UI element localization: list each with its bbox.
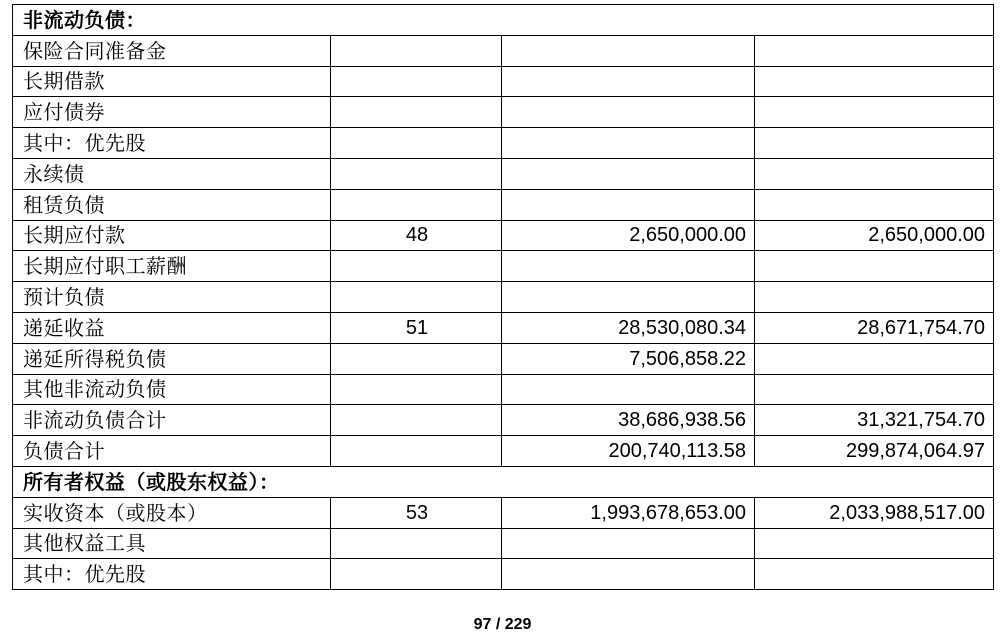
row-prior-value: 299,874,064.97 — [755, 436, 994, 467]
row-label: 其他权益工具 — [13, 528, 331, 559]
row-prior-value — [755, 189, 994, 220]
table-row — [13, 436, 994, 467]
row-label: 长期借款 — [13, 66, 331, 97]
row-current-value — [502, 97, 755, 128]
row-note — [331, 158, 502, 189]
row-note — [331, 559, 502, 590]
table-row — [13, 466, 994, 497]
table-row — [13, 97, 994, 128]
row-note — [331, 374, 502, 405]
table-row — [13, 66, 994, 97]
table-row — [13, 374, 994, 405]
row-current-value: 1,993,678,653.00 — [502, 497, 755, 528]
row-label: 永续债 — [13, 158, 331, 189]
page-indicator: 97 / 229 — [473, 616, 532, 633]
row-current-value — [502, 559, 755, 590]
row-current-value — [502, 35, 755, 66]
row-note: 48 — [331, 220, 502, 251]
row-current-value — [502, 528, 755, 559]
row-prior-value — [755, 343, 994, 374]
row-current-value: 38,686,938.56 — [502, 405, 755, 436]
row-label: 非流动负债： — [13, 5, 994, 36]
row-label: 预计负债 — [13, 282, 331, 313]
row-note — [331, 282, 502, 313]
table-row — [13, 5, 994, 36]
row-label: 递延所得税负债 — [13, 343, 331, 374]
row-note — [331, 66, 502, 97]
balance-sheet-table — [12, 4, 994, 590]
row-prior-value — [755, 374, 994, 405]
row-note — [331, 405, 502, 436]
row-label: 租赁负债 — [13, 189, 331, 220]
row-current-value — [502, 374, 755, 405]
row-current-value: 7,506,858.22 — [502, 343, 755, 374]
row-label: 保险合同准备金 — [13, 35, 331, 66]
table-row — [13, 282, 994, 313]
table-row — [13, 312, 994, 343]
row-current-value — [502, 158, 755, 189]
row-label: 非流动负债合计 — [13, 405, 331, 436]
row-note — [331, 343, 502, 374]
table-row — [13, 128, 994, 159]
row-note — [331, 35, 502, 66]
row-current-value — [502, 128, 755, 159]
row-current-value — [502, 189, 755, 220]
row-note — [331, 189, 502, 220]
row-label: 应付债券 — [13, 97, 331, 128]
row-prior-value: 2,650,000.00 — [755, 220, 994, 251]
row-note: 51 — [331, 312, 502, 343]
row-label: 负债合计 — [13, 436, 331, 467]
row-label: 长期应付款 — [13, 220, 331, 251]
table-row — [13, 189, 994, 220]
balance-sheet-body — [13, 5, 994, 590]
row-prior-value — [755, 66, 994, 97]
row-label: 长期应付职工薪酬 — [13, 251, 331, 282]
row-label: 所有者权益（或股东权益）： — [13, 466, 994, 497]
row-note — [331, 436, 502, 467]
row-note — [331, 97, 502, 128]
row-current-value — [502, 282, 755, 313]
row-current-value: 28,530,080.34 — [502, 312, 755, 343]
row-label: 递延收益 — [13, 312, 331, 343]
row-prior-value — [755, 128, 994, 159]
row-current-value: 200,740,113.58 — [502, 436, 755, 467]
table-row — [13, 343, 994, 374]
row-prior-value — [755, 559, 994, 590]
row-note — [331, 251, 502, 282]
row-prior-value — [755, 282, 994, 313]
row-prior-value — [755, 97, 994, 128]
table-row — [13, 497, 994, 528]
row-prior-value — [755, 35, 994, 66]
row-note — [331, 528, 502, 559]
row-prior-value: 31,321,754.70 — [755, 405, 994, 436]
table-row — [13, 405, 994, 436]
table-row — [13, 35, 994, 66]
row-note — [331, 128, 502, 159]
table-row — [13, 158, 994, 189]
row-current-value — [502, 251, 755, 282]
row-prior-value — [755, 158, 994, 189]
row-label: 实收资本（或股本） — [13, 497, 331, 528]
row-prior-value — [755, 251, 994, 282]
row-prior-value — [755, 528, 994, 559]
row-label: 其中：优先股 — [13, 128, 331, 159]
row-prior-value: 2,033,988,517.00 — [755, 497, 994, 528]
table-row — [13, 251, 994, 282]
row-current-value — [502, 66, 755, 97]
table-row — [13, 220, 994, 251]
row-label: 其中：优先股 — [13, 559, 331, 590]
row-current-value: 2,650,000.00 — [502, 220, 755, 251]
table-row — [13, 559, 994, 590]
row-note: 53 — [331, 497, 502, 528]
row-prior-value: 28,671,754.70 — [755, 312, 994, 343]
row-label: 其他非流动负债 — [13, 374, 331, 405]
table-row — [13, 528, 994, 559]
